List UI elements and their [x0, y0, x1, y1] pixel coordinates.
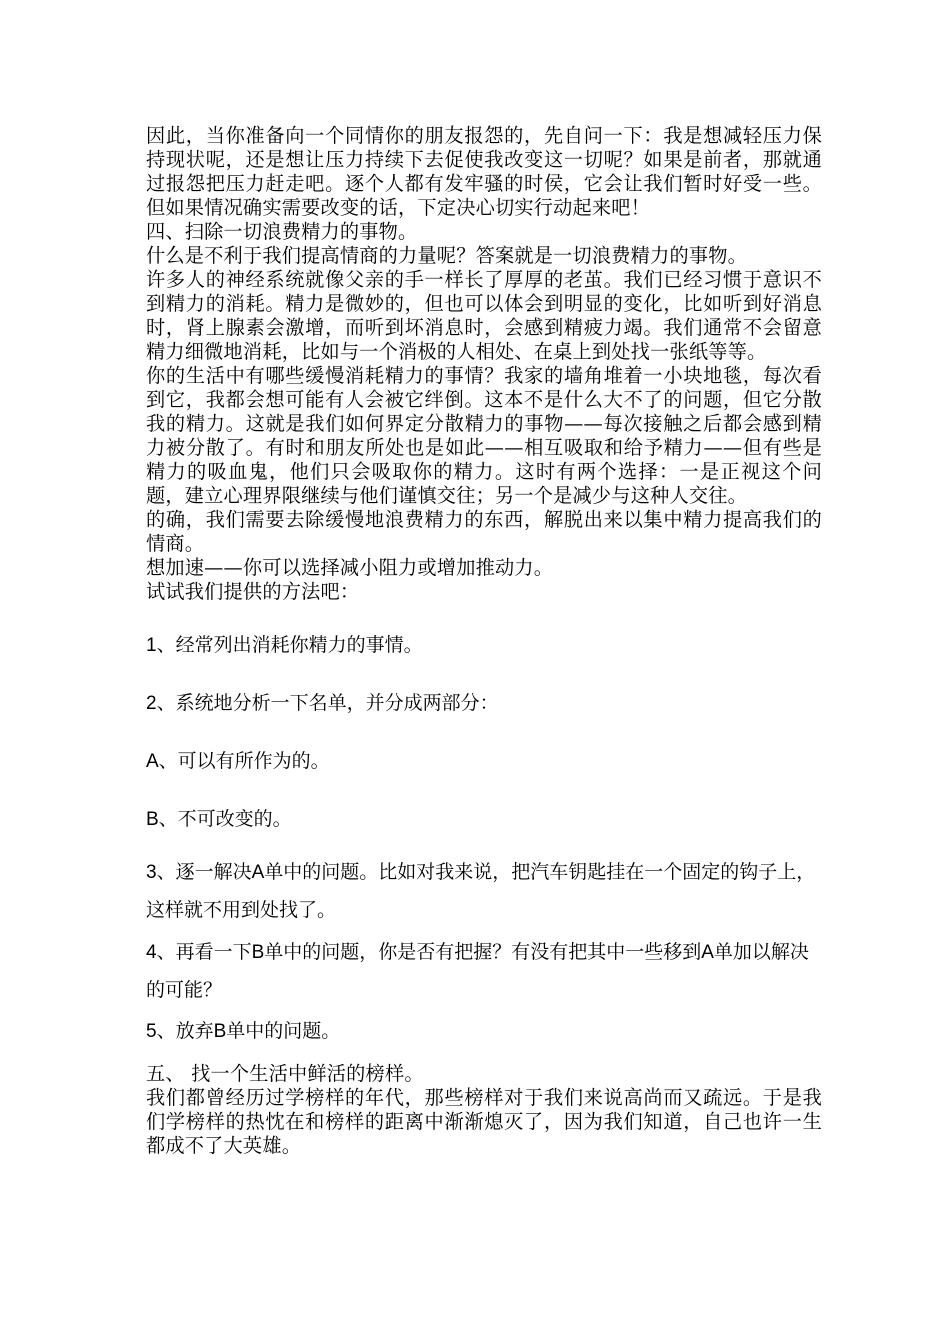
- section-heading-five: 五、 找一个生活中鲜活的榜样。: [146, 1062, 424, 1085]
- section-heading-four: 四、扫除一切浪费精力的事物。: [146, 220, 418, 243]
- paragraph-remove-waste: 的确，我们需要去除缓慢地浪费精力的东西，解脱出来以集中精力提高我们的情商。: [146, 508, 822, 555]
- paragraph-question: 什么是不利于我们提高情商的力量呢？答案就是一切浪费精力的事物。: [146, 244, 748, 267]
- list-item: 5、放弃B单中的问题。: [146, 1021, 341, 1042]
- list-item: A、可以有所作为的。: [146, 751, 330, 772]
- paragraph-try-methods: 试试我们提供的方法吧：: [146, 580, 360, 603]
- list-item: 4、再看一下B单中的问题，你是否有把握？有没有把其中一些移到A单加以解决的可能？: [146, 942, 809, 1001]
- list-item: 1、经常列出消耗你精力的事情。: [146, 635, 423, 656]
- paragraph-slow-drain: 你的生活中有哪些缓慢消耗精力的事情？我家的墙角堆着一小块地毯，每次看到它，我都会想可能有人会被它绊倒。这本不是什么大不了的问题，但它分散我的精力。这就是我们如何界定分散精力的事物——每次接触之后都会感到精力被分散了。有时和朋友所处也是如此——相互吸取和给予精力——但有些是精力的吸血鬼，他们只会吸取你的精力。这时有两个选择：一是正视这个问题，建立心理界限继续与他们谨慎交往；另一个是减少与这种人交往。: [146, 364, 822, 507]
- paragraph-role-model: 我们都曾经历过学榜样的年代，那些榜样对于我们来说高尚而又疏远。于是我们学榜样的热忱在和榜样的距离中渐渐熄灭了，因为我们知道，自己也许一生都成不了大英雄。: [146, 1086, 822, 1157]
- list-item: B、不可改变的。: [146, 809, 292, 830]
- list-item: 3、逐一解决A单中的问题。比如对我来说，把汽车钥匙挂在一个固定的钩子上，这样就不用到处找了。: [146, 862, 816, 921]
- list-item: 2、系统地分析一下名单，并分成两部分：: [146, 693, 499, 714]
- paragraph-accelerate: 想加速——你可以选择减小阻力或增加推动力。: [146, 556, 554, 579]
- method-list: [146, 634, 822, 1044]
- document-body: [146, 124, 822, 1158]
- paragraph-nervous-system: 许多人的神经系统就像父亲的手一样长了厚厚的老茧。我们已经习惯于意识不到精力的消耗。精力是微妙的，但也可以体会到明显的变化，比如听到好消息时，肾上腺素会激增，而听到坏消息时，会感到精疲力竭。我们通常不会留意精力细微地消耗，比如与一个消极的人相处、在桌上到处找一张纸等等。: [146, 268, 822, 363]
- paragraph-complaint: 因此，当你准备向一个同情你的朋友报怨的，先自问一下：我是想减轻压力保持现状呢，还是想让压力持续下去促使我改变这一切呢？如果是前者，那就通过报怨把压力赶走吧。逐个人都有发牢骚的时侯，它会让我们暂时好受一些。但如果情况确实需要改变的话，下定决心切实行动起来吧！: [146, 124, 822, 219]
